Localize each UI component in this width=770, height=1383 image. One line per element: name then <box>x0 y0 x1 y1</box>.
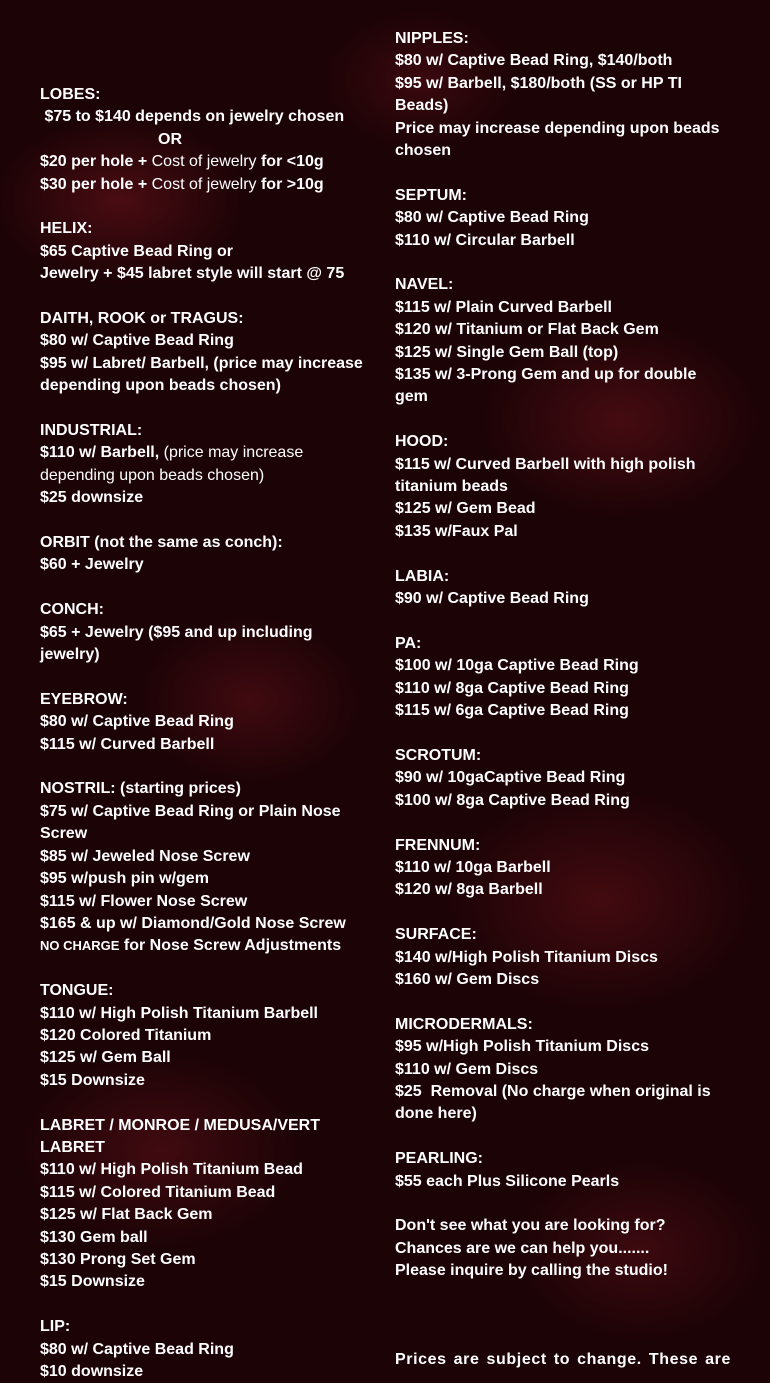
eyebrow-heading: EYEBROW: <box>40 690 128 708</box>
daith-line-1: $80 w/ Captive Bead Ring <box>40 332 234 350</box>
lobes-per-hole-small: $20 per hole + Cost of jewelry for <10g <box>40 153 324 171</box>
frennum-heading: FRENNUM: <box>395 836 481 854</box>
microdermals-line-2: $110 w/ Gem Discs <box>395 1060 539 1078</box>
scrotum-heading: SCROTUM: <box>395 746 482 764</box>
lip-heading: LIP: <box>40 1318 71 1336</box>
scrotum-line-1: $90 w/ 10gaCaptive Bead Ring <box>395 769 626 787</box>
septum-heading: SEPTUM: <box>395 186 467 204</box>
nipples-line-3: Price may increase depending upon beads chosen <box>395 119 724 160</box>
inquire-line-2: Chances are we can help you....... <box>395 1239 650 1257</box>
tongue-line-1: $110 w/ High Polish Titanium Barbell <box>40 1004 318 1022</box>
navel-line-4: $135 w/ 3-Prong Gem and up for double gem <box>395 366 701 406</box>
microdermals-line-1: $95 w/High Polish Titanium Discs <box>395 1038 649 1056</box>
daith-line-2: $95 w/ Labret/ Barbell, (price may increase depending upon beads chosen) <box>40 354 368 395</box>
pa-line-3: $115 w/ 6ga Captive Bead Ring <box>395 702 629 720</box>
navel-line-3: $125 w/ Single Gem Ball (top) <box>395 343 619 361</box>
pearling-line-1: $55 each Plus Silicone Pearls <box>395 1172 620 1190</box>
daith-heading: DAITH, ROOK or TRAGUS: <box>40 310 244 328</box>
surface-heading: SURFACE: <box>395 926 477 944</box>
hood-heading: HOOD: <box>395 433 449 451</box>
nostril-line-6: NO CHARGE for Nose Screw Adjustments <box>40 937 342 955</box>
nipples-heading: NIPPLES: <box>395 30 469 47</box>
labia-heading: LABIA: <box>395 567 450 585</box>
inquire-line-3: Please inquire by calling the studio! <box>395 1262 668 1280</box>
nostril-line-2: $85 w/ Jeweled Nose Screw <box>40 847 250 865</box>
conch-line-1: $65 + Jewelry ($95 and up including jewelry) <box>40 623 317 664</box>
tongue-line-2: $120 Colored Titanium <box>40 1026 212 1044</box>
industrial-line-1: $110 w/ Barbell, (price may increase depending upon beads chosen) <box>40 444 308 484</box>
tongue-heading: TONGUE: <box>40 982 114 1000</box>
hood-line-3: $135 w/Faux Pal <box>395 522 518 540</box>
conch-heading: CONCH: <box>40 601 104 619</box>
right-price-column <box>395 0 731 1283</box>
septum-line-2: $110 w/ Circular Barbell <box>395 231 575 249</box>
lip-line-1: $80 w/ Captive Bead Ring <box>40 1340 234 1358</box>
lobes-per-hole-large: $30 per hole + Cost of jewelry for >10g <box>40 175 324 193</box>
labret-line-2: $115 w/ Colored Titanium Bead <box>40 1183 276 1201</box>
pa-line-2: $110 w/ 8ga Captive Bead Ring <box>395 679 629 697</box>
tongue-line-4: $15 Downsize <box>40 1071 145 1089</box>
labret-line-5: $130 Prong Set Gem <box>40 1250 196 1268</box>
navel-line-1: $115 w/ Plain Curved Barbell <box>395 298 612 316</box>
pa-heading: PA: <box>395 634 422 652</box>
lip-line-2: $10 downsize <box>40 1363 144 1380</box>
surface-line-2: $160 w/ Gem Discs <box>395 970 540 988</box>
inquire-line-1: Don't see what you are looking for? <box>395 1217 666 1235</box>
industrial-heading: INDUSTRIAL: <box>40 422 143 440</box>
tongue-line-3: $125 w/ Gem Ball <box>40 1049 171 1067</box>
microdermals-heading: MICRODERMALS: <box>395 1015 533 1033</box>
surface-line-1: $140 w/High Polish Titanium Discs <box>395 948 658 966</box>
hood-line-2: $125 w/ Gem Bead <box>395 500 536 518</box>
nostril-line-3: $95 w/push pin w/gem <box>40 870 209 888</box>
navel-heading: NAVEL: <box>395 276 454 294</box>
frennum-line-1: $110 w/ 10ga Barbell <box>395 858 551 876</box>
orbit-heading: ORBIT (not the same as conch): <box>40 534 283 552</box>
nostril-line-4: $115 w/ Flower Nose Screw <box>40 892 248 910</box>
helix-heading: HELIX: <box>40 220 93 238</box>
industrial-line-2: $25 downsize <box>40 489 144 507</box>
labret-line-4: $130 Gem ball <box>40 1228 148 1246</box>
pa-line-1: $100 w/ 10ga Captive Bead Ring <box>395 657 639 675</box>
hood-line-1: $115 w/ Curved Barbell with high polish titanium beads <box>395 455 700 496</box>
lobes-or: OR <box>158 130 182 148</box>
nipples-line-2: $95 w/ Barbell, $180/both (SS or HP TI Beads) <box>395 74 687 115</box>
helix-line-2: Jewelry + $45 labret style will start @ 75 <box>40 265 345 283</box>
labret-line-1: $110 w/ High Polish Titanium Bead <box>40 1161 303 1179</box>
pearling-heading: PEARLING: <box>395 1150 483 1168</box>
labret-heading: LABRET / MONROE / MEDUSA/VERT LABRET <box>40 1116 325 1156</box>
eyebrow-line-2: $115 w/ Curved Barbell <box>40 735 215 753</box>
labret-line-3: $125 w/ Flat Back Gem <box>40 1206 213 1224</box>
lobes-price-range: $75 to $140 depends on jewelry chosen <box>40 108 345 126</box>
labret-line-6: $15 Downsize <box>40 1273 145 1291</box>
price-disclaimer: Prices are subject to change. These are <box>395 1351 731 1368</box>
nostril-heading: NOSTRIL: (starting prices) <box>40 780 241 798</box>
nostril-line-1: $75 w/ Captive Bead Ring or Plain Nose Screw <box>40 802 345 843</box>
labia-line-1: $90 w/ Captive Bead Ring <box>395 590 589 608</box>
nostril-line-5: $165 & up w/ Diamond/Gold Nose Screw <box>40 914 346 932</box>
septum-line-1: $80 w/ Captive Bead Ring <box>395 209 589 227</box>
nipples-line-1: $80 w/ Captive Bead Ring, $140/both <box>395 52 673 70</box>
navel-line-2: $120 w/ Titanium or Flat Back Gem <box>395 321 659 339</box>
microdermals-line-3: $25 Removal (No charge when original is done here) <box>395 1082 716 1123</box>
orbit-line-1: $60 + Jewelry <box>40 556 144 574</box>
helix-line-1: $65 Captive Bead Ring or <box>40 242 233 260</box>
scrotum-line-2: $100 w/ 8ga Captive Bead Ring <box>395 791 630 809</box>
frennum-line-2: $120 w/ 8ga Barbell <box>395 881 543 899</box>
eyebrow-line-1: $80 w/ Captive Bead Ring <box>40 713 234 731</box>
left-price-column <box>40 0 366 1383</box>
lobes-heading: LOBES: <box>40 86 101 103</box>
